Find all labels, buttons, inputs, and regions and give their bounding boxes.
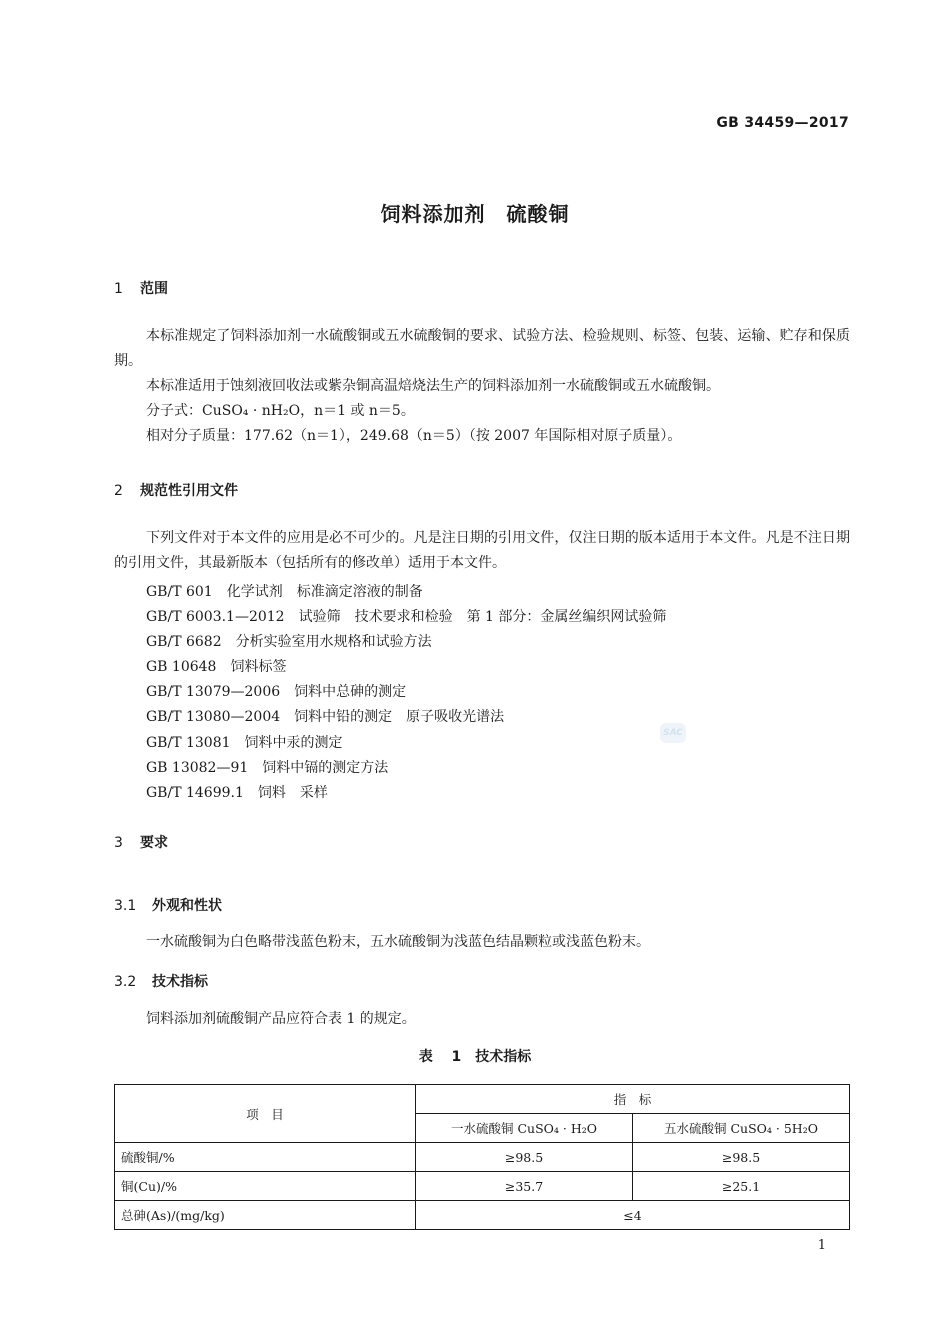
reference-code: GB/T 6682 — [146, 634, 222, 650]
section-title: 外观和性状 — [152, 898, 222, 914]
page-number: 1 — [817, 1238, 826, 1253]
reference-title: 饲料中总砷的测定 — [294, 684, 407, 700]
table-row — [115, 1172, 850, 1201]
reference-item — [146, 631, 432, 651]
standard-code: GB 34459—2017 — [716, 115, 849, 131]
reference-item — [146, 757, 388, 777]
section-3-1-para: 一水硫酸铜为白色略带浅蓝色粉末，五水硫酸铜为浅蓝色结晶颗粒或浅蓝色粉末。 — [146, 934, 650, 950]
reference-title: 饲料 采样 — [257, 785, 328, 801]
row-item: 硫酸铜/% — [115, 1143, 416, 1172]
row-value-merged: ≤4 — [416, 1201, 850, 1230]
section-3-2-para: 饲料添加剂硫酸铜产品应符合表 1 的规定。 — [146, 1011, 416, 1027]
reference-item — [146, 706, 504, 726]
reference-code: GB 13082—91 — [146, 760, 249, 776]
reference-title: 饲料标签 — [230, 659, 287, 675]
reference-code: GB/T 13079—2006 — [146, 684, 281, 700]
section-title: 范围 — [140, 281, 168, 297]
reference-item — [146, 606, 666, 626]
section-title: 技术指标 — [152, 974, 208, 990]
section-1-para-formula: 分子式：CuSO₄ · nH₂O，n＝1 或 n＝5。 — [146, 403, 415, 419]
reference-item — [146, 732, 343, 752]
reference-title: 饲料中铅的测定 原子吸收光谱法 — [294, 709, 505, 725]
reference-code: GB/T 14699.1 — [146, 785, 244, 801]
table-header-row — [115, 1085, 850, 1114]
section-3-1-heading — [114, 895, 222, 915]
reference-title: 试验筛 技术要求和检验 第 1 部分：金属丝编织网试验筛 — [298, 609, 667, 625]
table-row — [115, 1201, 850, 1230]
reference-item — [146, 656, 286, 676]
section-number: 3.2 — [114, 974, 137, 990]
row-value-monohydrate: ≥98.5 — [416, 1143, 633, 1172]
header-pentahydrate: 五水硫酸铜 CuSO₄ · 5H₂O — [633, 1114, 850, 1143]
row-value-pentahydrate: ≥98.5 — [633, 1143, 850, 1172]
technical-index-table — [114, 1084, 850, 1230]
header-monohydrate: 一水硫酸铜 CuSO₄ · H₂O — [416, 1114, 633, 1143]
header-index: 指 标 — [416, 1085, 850, 1114]
row-value-monohydrate: ≥35.7 — [416, 1172, 633, 1201]
section-1-para-applicability: 本标准适用于蚀刻液回收法或紫杂铜高温焙烧法生产的饲料添加剂一水硫酸铜或五水硫酸铜。 — [146, 378, 720, 394]
header-item: 项 目 — [115, 1085, 416, 1143]
reference-title: 化学试剂 标准滴定溶液的制备 — [226, 584, 423, 600]
reference-code: GB/T 6003.1—2012 — [146, 609, 285, 625]
reference-code: GB/T 13080—2004 — [146, 709, 281, 725]
document-title: 饲料添加剂 硫酸铜 — [380, 202, 570, 226]
section-3-2-heading — [114, 971, 208, 991]
section-title: 规范性引用文件 — [140, 483, 238, 499]
reference-code: GB 10648 — [146, 659, 217, 675]
reference-title: 饲料中镉的测定方法 — [262, 760, 389, 776]
section-2-heading — [114, 480, 238, 500]
section-1-para-scope: 本标准规定了饲料添加剂一水硫酸铜或五水硫酸铜的要求、试验方法、检验规则、标签、包装、运输、贮存和保质期。 — [114, 328, 850, 369]
reference-code: GB/T 601 — [146, 584, 213, 600]
section-2-para-intro: 下列文件对于本文件的应用是必不可少的。凡是注日期的引用文件，仅注日期的版本适用于本文件。凡是不注日期的引用文件，其最新版本（包括所有的修改单）适用于本文件。 — [114, 530, 850, 571]
section-1-heading — [114, 278, 168, 298]
reference-item — [146, 782, 328, 802]
row-item: 铜(Cu)/% — [115, 1172, 416, 1201]
sac-watermark: SAC — [660, 723, 686, 743]
table-row — [115, 1143, 850, 1172]
section-number: 3.1 — [114, 898, 137, 914]
section-number: 3 — [114, 835, 123, 851]
section-3-heading — [114, 832, 168, 852]
section-1-para-molar-mass: 相对分子质量：177.62（n＝1），249.68（n＝5）（按 2007 年国际相对原子质量）。 — [146, 428, 682, 444]
reference-title: 分析实验室用水规格和试验方法 — [235, 634, 432, 650]
row-value-pentahydrate: ≥25.1 — [633, 1172, 850, 1201]
section-number: 1 — [114, 281, 123, 297]
table-title: 表 1 技术指标 — [418, 1049, 532, 1065]
section-title: 要求 — [140, 835, 168, 851]
reference-code: GB/T 13081 — [146, 735, 231, 751]
reference-title: 饲料中汞的测定 — [244, 735, 343, 751]
reference-item — [146, 681, 406, 701]
row-item: 总砷(As)/(mg/kg) — [115, 1201, 416, 1230]
reference-item — [146, 581, 423, 601]
section-number: 2 — [114, 483, 123, 499]
